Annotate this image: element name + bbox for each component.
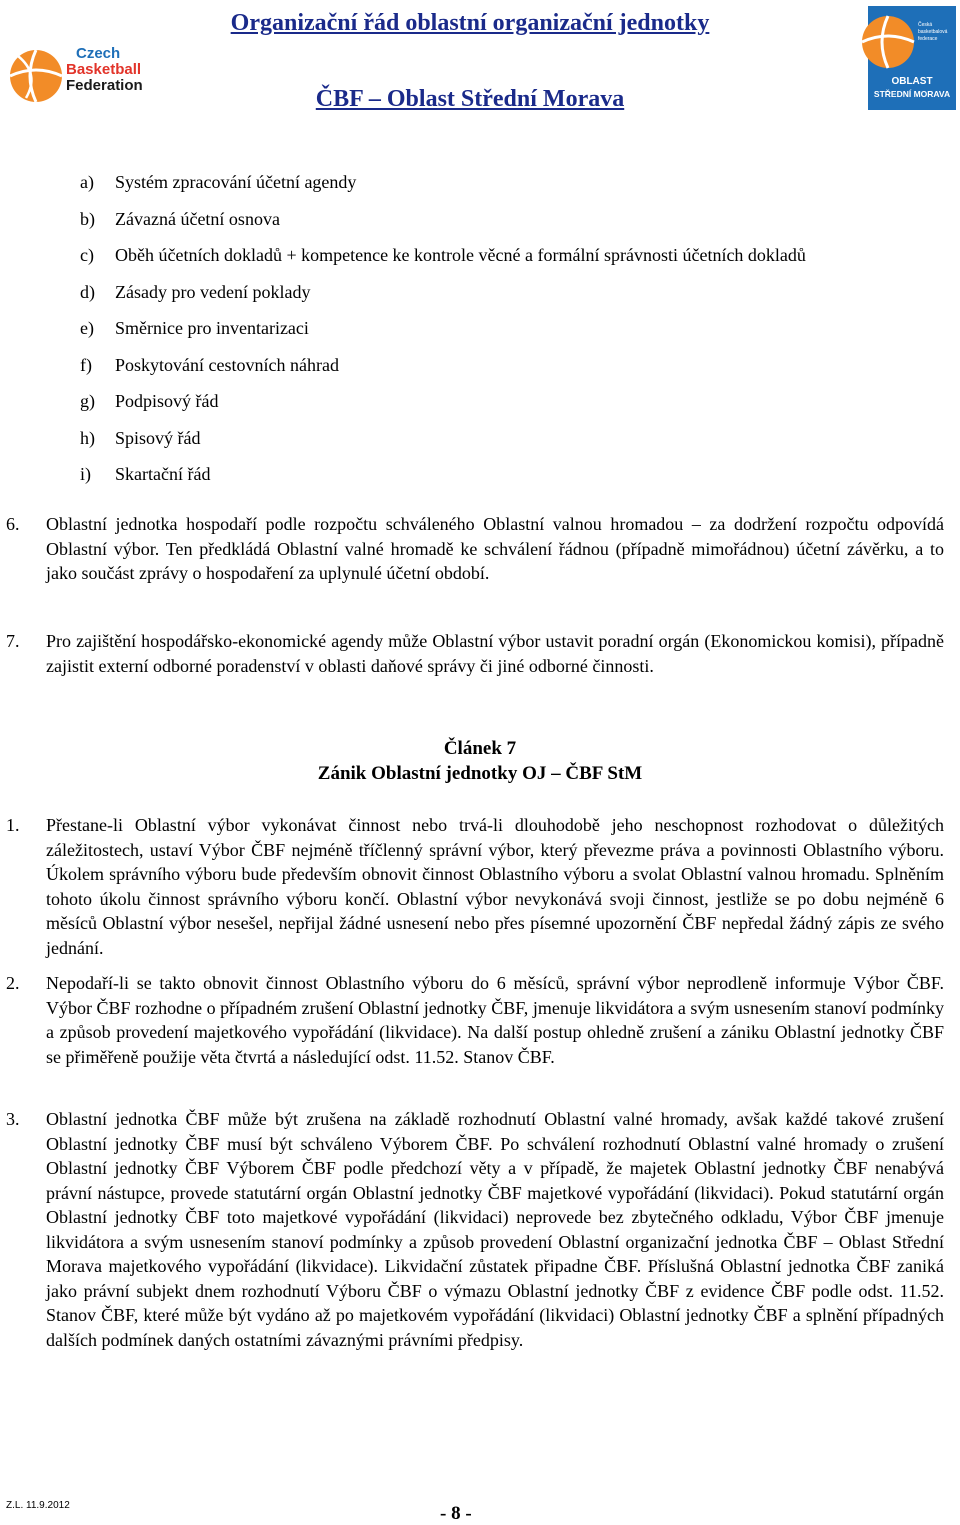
list-item: [80, 383, 806, 420]
basketball-icon: [10, 50, 62, 102]
list-item: [80, 274, 806, 311]
list-text: Oběh účetních dokladů + kompetence ke kontrole věcné a formální správnosti účetních dokladů: [115, 245, 806, 265]
list-item: [80, 164, 806, 201]
badge-small-line-3: federace: [918, 36, 938, 42]
article-heading: Článek 7: [443, 738, 517, 759]
paragraph-number: 6.: [6, 514, 20, 534]
cbf-logo: [6, 34, 166, 114]
paragraph-number: 1.: [6, 815, 20, 835]
paragraph-text: Pro zajištění hospodářsko-ekonomické agendy může Oblastní výbor ustavit poradní orgán (Ekonomickou komisi), případně zajistit externí odborné poradenství v oblasti daňové správy či jiné odborné činnosti.: [46, 631, 944, 676]
document-subtitle: ČBF – Oblast Střední Morava: [315, 86, 625, 112]
paragraph-2: [6, 971, 944, 1069]
paragraph-number: 3.: [6, 1109, 20, 1129]
list-label: e): [80, 318, 94, 338]
list-text: Poskytování cestovních náhrad: [115, 354, 339, 375]
footer-date: Z.L. 11.9.2012: [6, 1500, 70, 1511]
list-item: [80, 456, 806, 493]
document-title: Organizační řád oblastní organizační jednotky: [230, 10, 710, 36]
list-text: Směrnice pro inventarizaci: [115, 318, 309, 338]
list-text: Spisový řád: [115, 427, 201, 448]
paragraph-text: Oblastní jednotka ČBF může být zrušena na základě rozhodnutí Oblastní valné hromady, avšak každé takové zrušení Oblastní jednotky ČBF musí být schváleno Výborem ČBF. Po schválení rozhodnutí Oblastní valné hromady o zrušení Oblastní jednotky ČBF Výborem ČBF podle předchozí věty a v případě, že majetek Oblastní jednotky ČBF nenabývá právní nástupce, provede statutární orgán Oblastní jednotky ČBF majetkové vypořádání (likvidaci). Pokud statutární orgán Oblastní jednotky ČBF toto majetkové vypořádání (likvidaci) neprovede bez zbytečného odkladu, Výbor ČBF jmenuje likvidátora a svým usnesením stanoví podmínky a způsob provedení Oblastní organizační jednotka ČBF – Oblast Střední Morava majetkového vypořádání (likvidace). Likvidační zůstatek připadne ČBF. Příslušná Oblastní jednotka ČBF zaniká jako právní subjekt dnem rozhodnutí Výboru ČBF o výmazu Oblastní jednotky ČBF z evidence ČBF podle odst. 11.52. Stanov ČBF, které může být vydáno až po majetkovém vypořádání (likvidaci) Oblastní jednotky ČBF a splnění případných dalších podmínek daných ostatními závaznými právními předpisy.: [46, 1109, 944, 1350]
list-label: f): [80, 354, 92, 375]
list-item: [80, 201, 806, 238]
list-item: [80, 310, 806, 347]
list-item: [80, 237, 806, 274]
list-item: [80, 420, 806, 457]
basketball-icon: [862, 16, 914, 68]
list-label: b): [80, 208, 95, 229]
paragraph-3: [6, 1107, 944, 1352]
logo-line-2: Basketball: [66, 61, 142, 78]
list-text: Systém zpracování účetní agendy: [115, 172, 357, 192]
list-label: g): [80, 391, 95, 411]
list-text: Podpisový řád: [115, 391, 219, 411]
list-label: d): [80, 281, 95, 302]
list-label: h): [80, 427, 95, 448]
badge-line-1: OBLAST: [891, 76, 933, 87]
agenda-list: [80, 164, 806, 493]
logo-line-3: Federation: [66, 77, 143, 94]
oblast-logo: [862, 6, 956, 110]
paragraph-number: 7.: [6, 631, 20, 651]
badge-small-line-2: basketbalová: [918, 29, 948, 35]
badge-small-line-1: Česká: [918, 22, 933, 28]
list-label: a): [80, 172, 94, 192]
list-text: Skartační řád: [115, 464, 211, 484]
article-title: Zánik Oblastní jednotky OJ – ČBF StM: [317, 763, 643, 784]
page-number: - 8 -: [440, 1503, 472, 1524]
list-item: [80, 347, 806, 384]
logo-line-1: Czech: [76, 45, 121, 62]
list-label: c): [80, 245, 94, 265]
list-label: i): [80, 464, 91, 484]
badge-line-2: STŘEDNÍ MORAVA: [873, 89, 951, 99]
paragraph-1: [6, 813, 944, 960]
paragraph-text: Přestane-li Oblastní výbor vykonávat činnost nebo trvá-li dlouhodobě jeho neschopnost rozhodovat o důležitých záležitostech, ustaví Výbor ČBF nejméně tříčlenný správní výbor, který převezme práva a povinnosti Oblastního výboru. Úkolem správního výboru bude především obnovit činnost Oblastního výboru a svolat Oblastní valnou hromadu. Splněním tohoto úkolu činnost správního výboru končí. Oblastní výbor nevykonává svoji činnost, jestliže se po dobu nejméně 6 měsíců Oblastní výbor nesešel, nepřijal žádné usnesení nebo přes písemné upozornění ČBF nepředal žádný zápis ze svého jednání.: [46, 815, 944, 958]
paragraph-6: [6, 512, 944, 586]
paragraph-text: Nepodaří-li se takto obnovit činnost Oblastního výboru do 6 měsíců, správní výbor neprodleně informuje Výbor ČBF. Výbor ČBF rozhodne o případném zrušení Oblastní jednotky ČBF, jmenuje likvidátora a svým usnesením stanoví podmínky a způsob provedení majetkového vypořádání (likvidace). Na další postup ohledně zrušení a zániku Oblastní jednotky ČBF se přiměřeně použije věta čtvrtá a následující odst. 11.52. Stanov ČBF.: [46, 973, 944, 1067]
paragraph-text: Oblastní jednotka hospodaří podle rozpočtu schváleného Oblastní valnou hromadou – za dodržení rozpočtu odpovídá Oblastní výbor. Ten předkládá Oblastní valné hromadě ke schválení řádnou (případně mimořádnou) účetní závěrku, a to jako součást zprávy o hospodaření za uplynulé účetní období.: [46, 514, 944, 583]
paragraph-7: [6, 629, 944, 678]
list-text: Zásady pro vedení poklady: [115, 281, 311, 302]
list-text: Závazná účetní osnova: [115, 208, 280, 229]
paragraph-number: 2.: [6, 973, 20, 993]
